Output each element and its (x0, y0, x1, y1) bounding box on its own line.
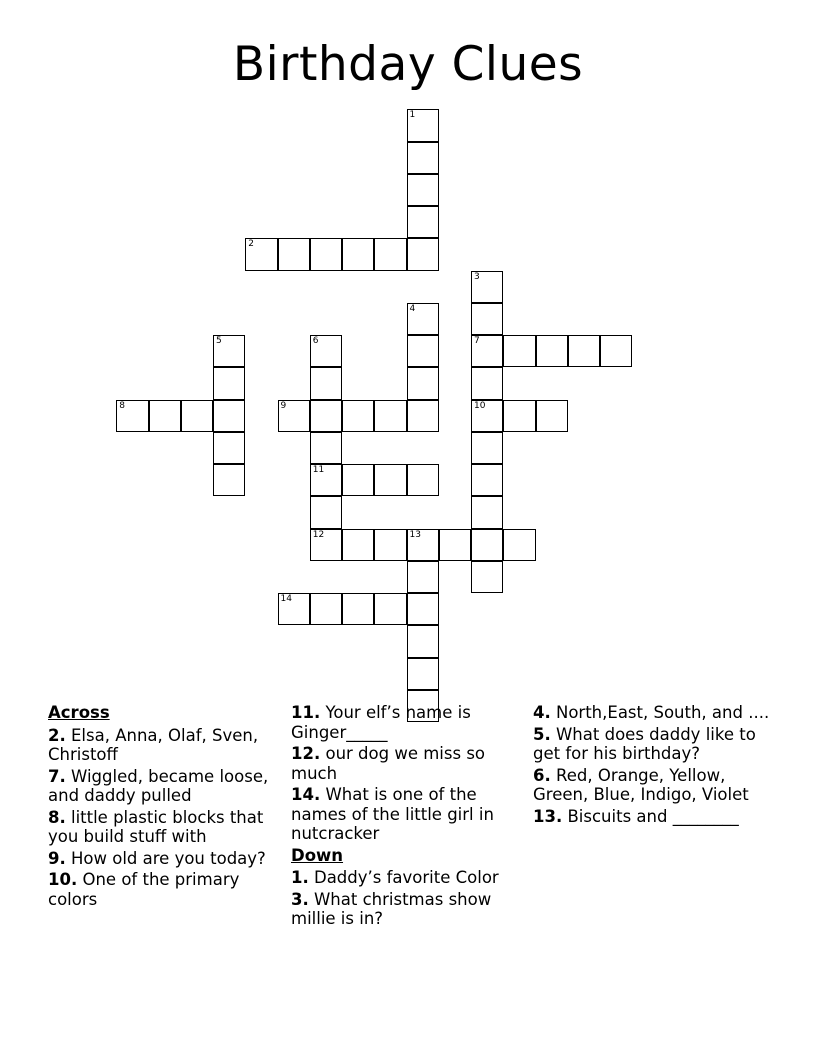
grid-cell[interactable] (439, 529, 471, 561)
clue-text: What is one of the names of the little girl in nutcracker (291, 785, 494, 843)
clue-text: little plastic blocks that you build stuff with (48, 807, 264, 846)
clue-across-11 (291, 703, 523, 742)
cell-number: 5 (216, 336, 222, 346)
clue-number: 10. (48, 870, 78, 889)
clue-number: 13. (533, 806, 563, 826)
clue-number: 14. (291, 785, 321, 804)
clue-number: 9. (48, 848, 66, 868)
cell-number: 7 (474, 336, 480, 346)
grid-cell[interactable] (536, 335, 568, 367)
grid-cell[interactable] (407, 561, 439, 593)
page-title: Birthday Clues (232, 37, 584, 92)
clues-column-2 (291, 703, 523, 931)
clue-text: What christmas show millie is in? (291, 889, 492, 928)
grid-cell[interactable] (471, 335, 503, 367)
clue-number: 3. (291, 889, 309, 909)
grid-cell[interactable] (181, 400, 213, 432)
clue-number: 7. (48, 766, 66, 786)
grid-cell[interactable] (213, 367, 245, 399)
grid-cell[interactable] (407, 625, 439, 657)
down-heading: Down (291, 845, 344, 865)
cell-number: 2 (248, 239, 254, 250)
grid-cell[interactable] (310, 432, 342, 464)
grid-cell[interactable] (310, 335, 342, 367)
cell-number: 13 (409, 529, 421, 540)
grid-cell[interactable] (213, 464, 245, 496)
grid-cell[interactable] (600, 335, 632, 367)
grid-cell[interactable] (536, 400, 568, 432)
clue-number: 6. (533, 765, 551, 785)
cell-number: 12 (312, 529, 325, 540)
cell-number: 3 (474, 271, 480, 282)
grid-cell[interactable] (568, 335, 600, 367)
grid-cell[interactable] (310, 593, 342, 625)
clue-text: One of the primary colors (48, 870, 240, 909)
clue-text: Daddy’s favorite Color (308, 868, 499, 887)
grid-cell[interactable] (407, 238, 439, 270)
grid-cell[interactable] (342, 400, 374, 432)
grid-cell[interactable] (407, 335, 439, 367)
clue-across-14 (291, 785, 523, 844)
clue-down-6 (533, 766, 773, 805)
clue-text: What does daddy like to get for his birthday? (533, 724, 756, 763)
grid-cell[interactable] (407, 206, 439, 238)
clue-across-10 (48, 870, 280, 909)
grid-cell[interactable] (407, 174, 439, 206)
clue-number: 5. (533, 724, 551, 744)
clue-text: our dog we miss so much (291, 744, 486, 783)
grid-cell[interactable] (213, 400, 245, 432)
clue-number: 11. (291, 703, 321, 722)
grid-cell[interactable] (471, 464, 503, 496)
grid-cell[interactable] (407, 658, 439, 690)
clue-down-1 (291, 868, 523, 888)
grid-cell[interactable] (310, 367, 342, 399)
grid-cell[interactable] (310, 400, 342, 432)
clue-across-9 (48, 849, 280, 869)
clue-down-5 (533, 725, 773, 764)
grid-cell[interactable] (342, 238, 374, 270)
crossword-grid (117, 110, 634, 691)
cell-number: 9 (280, 400, 287, 411)
cell-number: 14 (280, 594, 292, 604)
clue-number: 8. (48, 807, 66, 827)
grid-cell[interactable] (310, 464, 342, 496)
clue-text: How old are you today? (65, 848, 266, 868)
grid-cell[interactable] (407, 400, 439, 432)
grid-cell[interactable] (310, 529, 342, 561)
grid-cell[interactable] (310, 238, 342, 270)
clues-column-3 (533, 703, 773, 828)
grid-cell[interactable] (471, 496, 503, 528)
grid-cell[interactable] (407, 464, 439, 496)
clue-number: 12. (291, 744, 321, 763)
clue-number: 4. (533, 703, 551, 722)
grid-cell[interactable] (310, 496, 342, 528)
grid-cell[interactable] (407, 142, 439, 174)
grid-cell[interactable] (374, 593, 406, 625)
cell-number: 6 (312, 336, 319, 346)
grid-cell[interactable] (213, 432, 245, 464)
cell-number: 4 (409, 303, 416, 314)
grid-cell[interactable] (471, 367, 503, 399)
grid-cell[interactable] (374, 238, 406, 270)
grid-cell[interactable] (278, 400, 310, 432)
cell-number: 1 (409, 110, 416, 121)
grid-cell[interactable] (342, 593, 374, 625)
grid-cell[interactable] (374, 400, 406, 432)
clue-text: Your elf’s name is Ginger_____ (291, 703, 471, 742)
grid-cell[interactable] (278, 593, 310, 625)
grid-cell[interactable] (374, 529, 406, 561)
clues-column-1 (48, 703, 280, 911)
grid-cell[interactable] (503, 400, 535, 432)
clue-text: Elsa, Anna, Olaf, Sven, Christoff (48, 725, 259, 764)
grid-cell[interactable] (471, 303, 503, 335)
clue-across-8 (48, 808, 280, 847)
clue-text: Biscuits and ________ (562, 806, 739, 826)
clue-text: Red, Orange, Yellow, Green, Blue, Indigo, Violet (533, 765, 749, 804)
grid-cell[interactable] (471, 432, 503, 464)
grid-cell[interactable] (503, 335, 535, 367)
grid-cell[interactable] (407, 303, 439, 335)
clue-down-4 (533, 703, 773, 723)
grid-cell[interactable] (149, 400, 181, 432)
grid-cell[interactable] (407, 529, 439, 561)
grid-cell[interactable] (245, 238, 277, 270)
grid-cell[interactable] (342, 464, 374, 496)
grid-cell[interactable] (407, 367, 439, 399)
grid-cell[interactable] (407, 593, 439, 625)
clue-number: 2. (48, 725, 66, 745)
clue-text: Wiggled, became loose, and daddy pulled (48, 766, 269, 805)
grid-cell[interactable] (471, 400, 503, 432)
grid-cell[interactable] (407, 109, 439, 141)
cell-number: 8 (119, 400, 125, 411)
grid-cell[interactable] (471, 271, 503, 303)
clue-across-7 (48, 767, 280, 806)
clue-number: 1. (291, 868, 309, 887)
across-heading: Across (48, 703, 110, 722)
grid-cell[interactable] (374, 464, 406, 496)
grid-cell[interactable] (342, 529, 374, 561)
grid-cell[interactable] (471, 529, 503, 561)
clue-text: North,East, South, and .... (550, 703, 770, 722)
clue-down-3 (291, 890, 523, 929)
clue-across-12 (291, 744, 523, 783)
grid-cell[interactable] (278, 238, 310, 270)
grid-cell[interactable] (471, 561, 503, 593)
clue-across-2 (48, 726, 280, 765)
cell-number: 10 (474, 400, 486, 411)
grid-cell[interactable] (503, 529, 535, 561)
grid-cell[interactable] (213, 335, 245, 367)
clue-down-13 (533, 807, 773, 827)
grid-cell[interactable] (116, 400, 148, 432)
cell-number: 11 (312, 465, 325, 475)
